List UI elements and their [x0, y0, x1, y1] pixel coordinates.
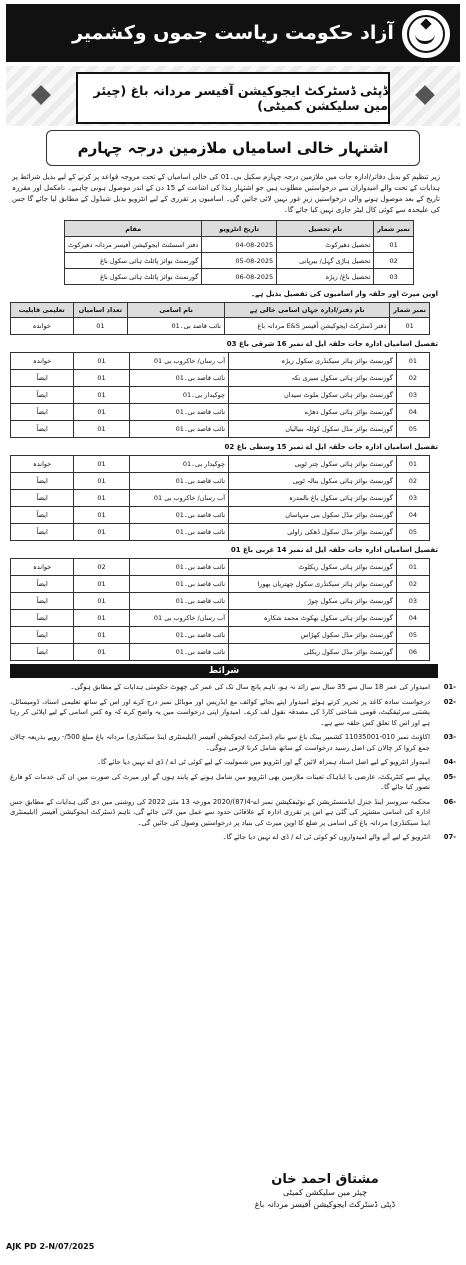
- table-row: [11, 524, 430, 541]
- table-cell: 01: [74, 421, 129, 438]
- table-cell: 01: [390, 318, 430, 335]
- column-header: تعلیمی قابلیت: [11, 303, 74, 318]
- condition-item: [10, 732, 456, 753]
- condition-number: 01-: [443, 683, 456, 691]
- signature-block: [220, 1172, 430, 1211]
- table-cell: 03: [396, 490, 429, 507]
- table-row: [11, 490, 430, 507]
- section-table: [10, 352, 430, 438]
- condition-item: [10, 682, 456, 693]
- table-cell: ایضاً: [11, 610, 74, 627]
- table-cell: 03: [396, 593, 429, 610]
- condition-text: امیدوار کی عمر 18 سال سے 35 سال سے زائد نہ ہو، تاہم پانچ سال تک کی عمر کی چھوٹ حکومتی ہدایات کے مطابق ہوگی۔: [70, 683, 430, 691]
- table-cell: گورنمنٹ بوائز مڈل سکول بنی منہاساں: [229, 507, 397, 524]
- table-cell: 01: [74, 593, 129, 610]
- table-cell: ایضاً: [11, 507, 74, 524]
- table-cell: گورنمنٹ بوائز مڈل سکول کوٹلہ بنیالیاں: [229, 421, 397, 438]
- table-cell: آب رساں/ خاکروب بی 01: [129, 490, 228, 507]
- condition-number: 06-: [443, 797, 456, 806]
- condition-text: اکاؤنٹ نمبر 010-11035001 کشمیر بینک باغ سے بنام ڈسٹرکٹ ایجوکیشن آفیسر (ایلیمنٹری اینڈ سیکنڈری) مردانہ باغ مبلغ 500/- روپے بذریعہ چالان جمع کروا کر چالان کی اصل رسید درخواست کے ساتھ شامل کرنا لازمی ہوگی۔: [10, 733, 430, 752]
- signatory-office: ڈپٹی ڈسٹرکٹ ایجوکیشن آفیسر مردانہ باغ: [254, 1200, 396, 1209]
- table-row: [65, 253, 414, 269]
- signatory-name: مشتاق احمد خان: [271, 1172, 379, 1187]
- office-band: [6, 66, 460, 126]
- office-title-box: [76, 72, 390, 124]
- table-cell: ایضاً: [11, 404, 74, 421]
- table-cell: ایضاً: [11, 387, 74, 404]
- table-cell: 01: [74, 610, 129, 627]
- table-row: [11, 387, 430, 404]
- condition-text: درخواست سادہ کاغذ پر تحریر کرتے ہوئے امیدوار اپنے بجائے کوائف مع ایڈریس اور موبائل نمبر درج کرے اور اس کے ساتھ تعلیمی اسناد، ڈومیسائل، پشتنی سرٹیفکیٹ، قومی شناختی کارڈ کی مصدقہ نقول لف کرے۔ امیدوار اپنی درخواست میں یہ واضح کرے کہ وہ کس اسامی کے لیے اپلائی کر رہا ہے اور اس کا تعلق کس حلقہ سے ہے۔: [10, 697, 430, 727]
- table-cell: 03: [374, 269, 414, 285]
- table-cell: 01: [396, 559, 429, 576]
- condition-number: 05-: [443, 772, 456, 781]
- table-row: [65, 269, 414, 285]
- table-row: [11, 576, 430, 593]
- government-title: آزاد حکومت ریاست جموں وکشمیر: [72, 22, 394, 44]
- table-cell: 06: [396, 644, 429, 661]
- table-cell: گورنمنٹ بوائز ہائی سکول دھڑے: [229, 404, 397, 421]
- table-cell: ایضاً: [11, 490, 74, 507]
- table-cell: تحصیل دھیرکوٹ: [277, 237, 374, 253]
- table-cell: ایضاً: [11, 524, 74, 541]
- table-cell: نائب قاصد بی۔01: [129, 576, 228, 593]
- table-cell: آب رساں/ خاکروب بی 01: [129, 610, 228, 627]
- condition-number: 07-: [443, 833, 456, 841]
- table-cell: گورنمنٹ بوائز ہائی سکول ملوٹ سیداں: [229, 387, 397, 404]
- table-cell: 01: [74, 507, 129, 524]
- table-cell: گورنمنٹ بوائز ہائی سکول چوڑ: [229, 593, 397, 610]
- condition-item: [10, 772, 456, 793]
- table-cell: نائب قاصد بی۔01: [129, 644, 228, 661]
- table-row: [11, 456, 430, 473]
- table-cell: چوکیدار بی۔01: [129, 456, 228, 473]
- condition-number: 03-: [443, 733, 456, 741]
- table-cell: 01: [74, 387, 129, 404]
- table-cell: 01: [74, 404, 129, 421]
- table-cell: آب رساں/ خاکروب بی 01: [129, 353, 228, 370]
- table-cell: گورنمنٹ بوائز مڈل سکول ریکلی: [229, 644, 397, 661]
- table-cell: 01: [396, 456, 429, 473]
- table-cell: گورنمنٹ بوائز ہائر سیکنڈری سکول چھتریاں بھورا: [229, 576, 397, 593]
- condition-item: [10, 832, 456, 843]
- table-cell: ایضاً: [11, 576, 74, 593]
- table-cell: گورنمنٹ بوائز ہائی سکول چتر ٹوپی: [229, 456, 397, 473]
- table-cell: 04: [396, 610, 429, 627]
- table-cell: نائب قاصد بی۔01: [129, 370, 228, 387]
- column-header: نام دفتر/ادارہ جہاں اسامی خالی ہے: [224, 303, 389, 318]
- condition-text: امیدوار انٹرویو کے لیے اصل اسناد ہمراہ لائیں گے اور انٹرویو میں شمولیت کے لیے کوئی ٹی اے / ڈی اے نہیں دیا جائے گا۔: [97, 758, 430, 766]
- table-cell: خواندہ: [11, 318, 74, 335]
- column-header: نمبر شمار: [390, 303, 430, 318]
- table-cell: گورنمنٹ بوائز ہائر سیکنڈری سکول ریڑہ: [229, 353, 397, 370]
- condition-item: [10, 697, 456, 729]
- table-row: [11, 627, 430, 644]
- table-cell: 01: [74, 644, 129, 661]
- table-cell: 02: [396, 473, 429, 490]
- condition-text: محکمہ سروسز اینڈ جنرل ایڈمنسٹریشن کے نوٹیفکیشن نمبر اے-4(87)/2020 مورخہ 13 مئی 2022 کی روشنی میں دی گئی ہدایات کے مطابق جس ادارہ کی اسامی مشتہر کی گئی ہے اس پر تقرری ادارہ کے علاقائی حدود سے عمل میں لائی جائے گی، تاہم ڈسٹرکٹ ایجوکیشن آفیسر (ایلیمنٹری اینڈ سیکنڈری) مردانہ باغ کی اسامی پر ضلع کا اوپن میرٹ کی بنیاد پر درخواستیں وصول کی جائیں گی۔: [10, 797, 431, 827]
- table-cell: تحصیل ہاڑی گہل/ بیرپانی: [277, 253, 374, 269]
- open-merit-note: اوپن میرٹ اور حلقہ وار اسامیوں کی تفصیل بذیل ہے۔: [251, 290, 438, 298]
- section-table: [10, 558, 430, 661]
- table-cell: 04: [396, 404, 429, 421]
- table-cell: نائب قاصد بی۔01: [129, 404, 228, 421]
- section-title: تفصیل اسامیاں ادارہ جات حلقہ ایل اے نمبر 16 شرقی باغ 03: [226, 340, 438, 348]
- table-cell: دفتر اسسٹنٹ ایجوکیشن آفیسر مردانہ دھیرکوٹ: [65, 237, 202, 253]
- government-header: [6, 4, 460, 62]
- table-cell: نائب قاصد بی۔01: [129, 524, 228, 541]
- column-header: نمبر شمار: [374, 221, 414, 237]
- table-cell: 02: [396, 370, 429, 387]
- table-row: [11, 473, 430, 490]
- table-cell: دفتر ڈسٹرکٹ ایجوکیشن آفیسر E&S مردانہ باغ: [224, 318, 389, 335]
- column-header: نام اسامی: [128, 303, 225, 318]
- table-cell: چوکیدار بی۔01: [129, 387, 228, 404]
- column-header: نام تحصیل: [277, 221, 374, 237]
- ornament-icon: [31, 85, 51, 105]
- table-cell: نائب قاصد بی۔01: [129, 593, 228, 610]
- table-cell: 01: [374, 237, 414, 253]
- main-post-table: [10, 302, 430, 335]
- table-cell: 01: [74, 370, 129, 387]
- table-cell: گورنمنٹ بوائز مڈل سکول ڈھکی راولی: [229, 524, 397, 541]
- table-cell: 01: [74, 490, 129, 507]
- table-cell: 06-08-2025: [202, 269, 277, 285]
- table-cell: گورنمنٹ بوائز ہائی سکول باغ بالمدرہ: [229, 490, 397, 507]
- condition-number: 04-: [443, 758, 456, 766]
- conditions-list: [6, 682, 460, 843]
- table-row: [11, 593, 430, 610]
- advertisement-heading: اشتہار خالی اسامیاں ملازمین درجہ چہارم: [46, 130, 420, 166]
- table-cell: 04-08-2025: [202, 237, 277, 253]
- table-cell: 05: [396, 524, 429, 541]
- table-cell: 01: [74, 576, 129, 593]
- section-table: [10, 455, 430, 541]
- section-title: تفصیل اسامیاں ادارہ جات حلقہ ایل اے نمبر 14 غربی باغ 01: [230, 546, 438, 554]
- table-cell: گورنمنٹ بوائز ہائی سکول بھکوٹ محمد شکارہ: [229, 610, 397, 627]
- table-row: [11, 610, 430, 627]
- table-cell: خواندہ: [11, 559, 74, 576]
- table-row: [11, 421, 430, 438]
- table-cell: ایضاً: [11, 644, 74, 661]
- intro-paragraph: زیر تنظیم کو بدیل دفاتر/ادارہ جات میں ملازمین درجہ چہارم سکیل بی۔01 کی خالی اسامیاں کے تحت مروجہ قواعد پر کرنے کے لیے بذیل شرائط پر ہدایات کے تحت والے امیدواران سے درخواستیں مطلوب ہیں جو اشتہار ہذا کی اشاعت کے 15 دن کے اندر موصول ہونی چاہیے۔ نامکمل اور مقررہ تاریخ کے بعد موصول ہونے والی درخواستیں زیرِ غور نہیں لائی جائیں گی۔ اسامیوں پر تقرری کے لیے انٹرویو بذیل شیڈول کے مطابق لیا جائے گا جس کی علیحدہ سے کوئی کال لیٹر جاری نہیں کیا جائے گا۔: [12, 173, 440, 214]
- table-cell: ایضاً: [11, 370, 74, 387]
- column-header: تاریخ انٹرویو: [202, 221, 277, 237]
- condition-text: پہلے سے کنٹریکٹ، عارضی یا ایڈہاک تعینات ملازمین بھی انٹرویو میں شامل ہونے کے پابند ہوں گے اور میرٹ کی صورت میں ان کی خدمات کو فارغ تصور کیا جائے گا۔: [10, 772, 430, 791]
- table-cell: نائب قاصد بی۔01: [128, 318, 225, 335]
- office-title: ڈپٹی ڈسٹرکٹ ایجوکیشن آفیسر مردانہ باغ (چیئر مین سلیکشن کمیٹی): [93, 83, 388, 113]
- conditions-heading: شرائط: [10, 664, 438, 678]
- section-title: تفصیل اسامیاں ادارہ جات حلقہ ایل اے نمبر 15 وسطی باغ 02: [224, 443, 438, 451]
- table-cell: 05: [396, 421, 429, 438]
- table-cell: 05: [396, 627, 429, 644]
- table-cell: 01: [73, 318, 128, 335]
- table-cell: تحصیل باغ/ ریڑہ: [277, 269, 374, 285]
- table-cell: خواندہ: [11, 456, 74, 473]
- interview-schedule-table: [64, 220, 414, 285]
- table-row: [65, 237, 414, 253]
- table-cell: ایضاً: [11, 627, 74, 644]
- table-row: [11, 353, 430, 370]
- table-row: [11, 559, 430, 576]
- table-row: [11, 370, 430, 387]
- constituency-sections: [6, 339, 460, 661]
- table-row: [11, 644, 430, 661]
- table-cell: نائب قاصد بی۔01: [129, 507, 228, 524]
- condition-item: [10, 757, 456, 768]
- condition-text: انٹرویو کے لیے آنے والے امیدواروں کو کوئی ٹی اے / ڈی اے نہیں دیا جائے گا۔: [222, 833, 430, 841]
- table-row: [11, 318, 430, 335]
- ornament-icon: [415, 85, 435, 105]
- column-header: مقام: [65, 221, 202, 237]
- table-cell: گورنمنٹ بوائز ہائی سکول بنالہ ٹوپی: [229, 473, 397, 490]
- table-cell: 04: [396, 507, 429, 524]
- table-cell: خواندہ: [11, 353, 74, 370]
- condition-item: [10, 797, 456, 829]
- table-row: [11, 404, 430, 421]
- table-cell: ایضاً: [11, 593, 74, 610]
- table-cell: نائب قاصد بی۔01: [129, 473, 228, 490]
- table-cell: 02: [396, 576, 429, 593]
- table-cell: 02: [374, 253, 414, 269]
- table-cell: نائب قاصد بی۔01: [129, 421, 228, 438]
- table-cell: گورنمنٹ بوائز مڈل سکول کھڑاس: [229, 627, 397, 644]
- table-cell: گورنمنٹ بوائز پائلٹ ہائی سکول باغ: [65, 253, 202, 269]
- table-cell: 05-08-2025: [202, 253, 277, 269]
- table-cell: نائب قاصد بی۔01: [129, 559, 228, 576]
- table-cell: 01: [74, 473, 129, 490]
- table-cell: 01: [74, 456, 129, 473]
- table-row: [11, 507, 430, 524]
- table-cell: ایضاً: [11, 473, 74, 490]
- condition-number: 02-: [443, 697, 456, 706]
- reference-number: AJK PD 2-N/07/2025: [6, 1242, 95, 1251]
- signatory-designation: چیئر مین سلیکشن کمیٹی: [283, 1188, 367, 1197]
- table-cell: 02: [74, 559, 129, 576]
- government-seal-icon: [400, 8, 452, 60]
- table-cell: 01: [74, 627, 129, 644]
- table-cell: گورنمنٹ بوائز ہائی سکول ریکلوٹ: [229, 559, 397, 576]
- table-cell: 01: [74, 524, 129, 541]
- table-cell: نائب قاصد بی۔01: [129, 627, 228, 644]
- table-cell: ایضاً: [11, 421, 74, 438]
- table-cell: 03: [396, 387, 429, 404]
- table-cell: گورنمنٹ بوائز پائلٹ ہائی سکول باغ: [65, 269, 202, 285]
- table-cell: گورنمنٹ بوائز ہائی سکول سیری نکہ: [229, 370, 397, 387]
- column-header: تعداد اسامیاں: [73, 303, 128, 318]
- table-cell: 01: [74, 353, 129, 370]
- table-cell: 01: [396, 353, 429, 370]
